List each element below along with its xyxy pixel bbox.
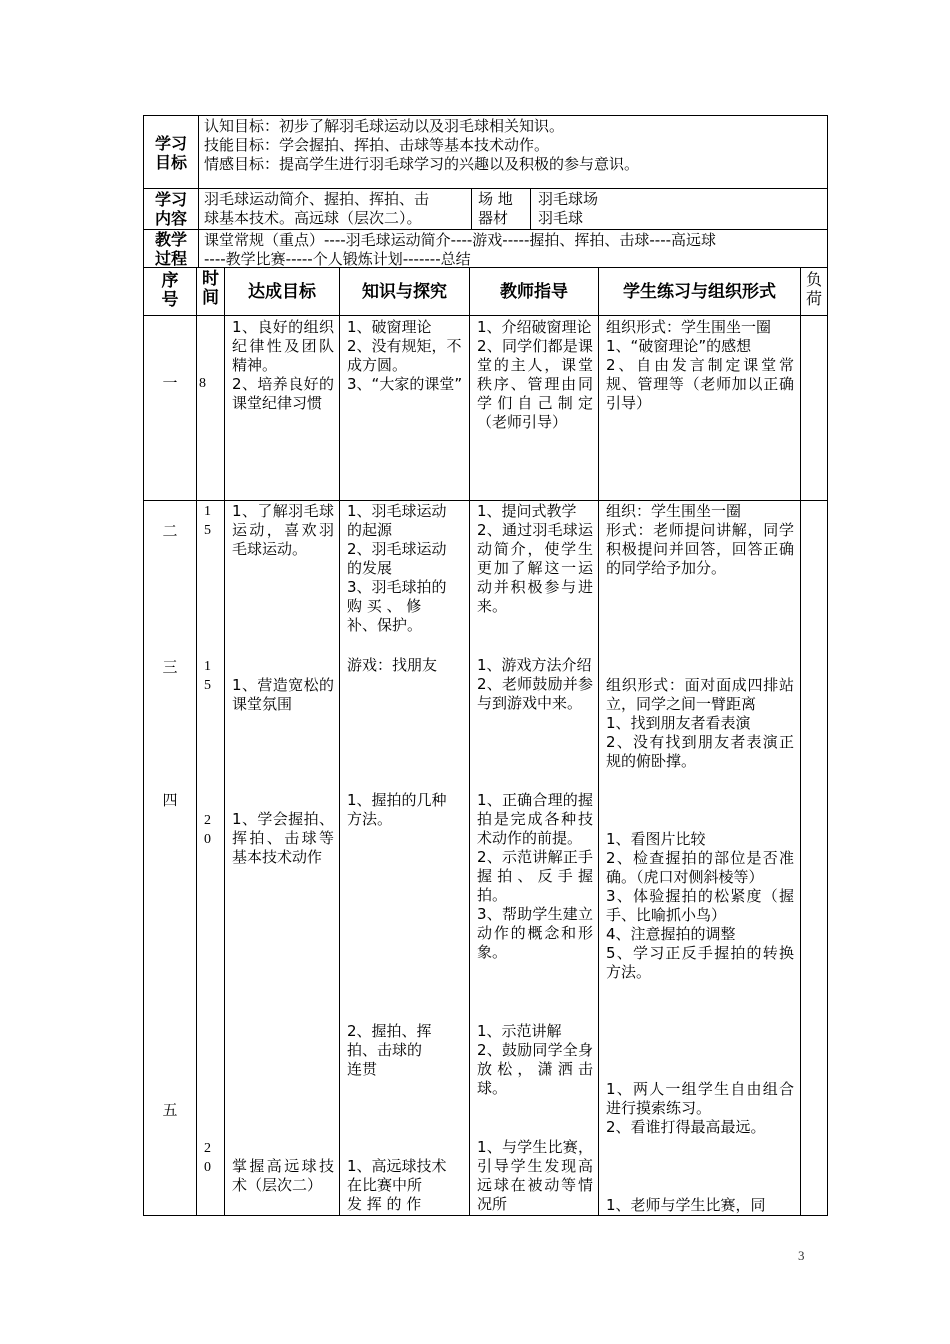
row4-time: 2 0 xyxy=(204,813,211,847)
page-number: 3 xyxy=(798,1248,805,1263)
table-border-top xyxy=(143,115,828,116)
col-divider xyxy=(469,267,470,1216)
row4-teacher: 1、正确合理的握拍是完成各种技术动作的前提。 2、示范讲解正手握拍、反手握拍。 3、帮助学生建立动作的概念和形象。 xyxy=(477,791,593,961)
row1-knowledge: 1、破窗理论 2、没有规矩，不成方圆。 3、“大家的课堂” xyxy=(347,318,463,393)
col-divider xyxy=(471,188,472,230)
row3-goal: 1、营造宽松的课堂氛围 xyxy=(232,676,334,713)
col-header-student: 学生练习与组织形式 xyxy=(623,282,776,302)
row2-teacher: 1、提问式教学 2、通过羽毛球运动简介，使学生更加了解这一运动并积极参与进来。 xyxy=(477,502,593,615)
row1-seq: 一 xyxy=(162,374,178,392)
col-divider xyxy=(224,267,225,1216)
row5-goal: 掌握高远球技术（层次二） xyxy=(232,1157,334,1194)
row1-student: 组织形式：学生围坐一圈 1、“破窗理论”的感想 2、自由发言制定课堂常规、管理等（老师加以正确引导） xyxy=(606,318,794,412)
row2-time: 1 5 xyxy=(204,504,211,538)
row5-knowledge-a: 2、握拍、挥 拍、击球的 连贯 xyxy=(347,1022,432,1078)
col-divider xyxy=(800,267,801,1216)
row3-teacher: 1、游戏方法介绍 2、老师鼓励并参与到游戏中来。 xyxy=(477,656,593,712)
row2-knowledge-3: 3、羽毛球拍的 购 买 、 修 补、保护。 xyxy=(347,578,447,634)
row-divider xyxy=(143,500,828,501)
col-divider xyxy=(339,267,340,1216)
row3-student: 组织形式：面对面成四排站立，同学之间一臂距离 1、找到朋友者看表演 2、没有找到朋友者表演正规的俯卧撑。 xyxy=(606,676,794,770)
row2-student: 组织：学生围坐一圈 形式：老师提问讲解，同学积极提问并回答，回答正确的同学给予加分。 xyxy=(606,502,794,577)
table-border-left xyxy=(143,115,144,1216)
row2-seq: 二 xyxy=(162,522,178,540)
col-divider xyxy=(198,115,199,268)
goals-text: 认知目标：初步了解羽毛球运动以及羽毛球相关知识。 技能目标：学会握拍、挥拍、击球等基本技术动作。 情感目标：提高学生进行羽毛球学习的兴趣以及积极的参与意识。 xyxy=(204,117,640,173)
col-header-knowledge: 知识与探究 xyxy=(362,282,447,302)
row-divider xyxy=(143,229,828,230)
table-border-right xyxy=(827,115,828,1216)
row5-knowledge-b: 1、高远球技术 在比赛中所 发 挥 的 作 xyxy=(347,1157,447,1213)
venue-label: 场 地 器材 xyxy=(478,190,513,227)
row1-time: 8 xyxy=(199,376,206,391)
row3-time: 1 5 xyxy=(204,659,211,693)
table-border-bottom xyxy=(143,1215,828,1216)
row3-knowledge: 游戏：找朋友 xyxy=(347,656,438,674)
row-divider xyxy=(143,315,828,316)
row5-teacher-b: 1、与学生比赛，引导学生发现高远球在被动等情况所 xyxy=(477,1138,593,1213)
process-label: 教学 过程 xyxy=(154,230,187,268)
row1-teacher: 1、介绍破窗理论 2、同学们都是课堂的主人，课堂秩序、管理由同学们自己制定（老师引导） xyxy=(477,318,593,431)
col-header-teacher: 教师指导 xyxy=(500,282,568,302)
process-text: 课堂常规（重点）----羽毛球运动简介----游戏-----握拍、挥拍、击球----高远球 ----教学比赛-----个人锻炼计划-------总结 xyxy=(204,231,717,268)
row2-knowledge-1: 1、羽毛球运动 的起源 xyxy=(347,502,447,539)
col-header-load: 负 荷 xyxy=(805,270,822,308)
col-divider xyxy=(530,188,531,230)
row4-student: 1、看图片比较 2、检查握拍的部位是否准确。（虎口对侧斜棱等） 3、体验握拍的松紧度（握手、比喻抓小鸟） 4、注意握拍的调整 5、学习正反手握拍的转换方法。 xyxy=(606,830,794,981)
col-divider xyxy=(196,267,197,1216)
row1-goal: 1、良好的组织纪律性及团队精神。 2、培养良好的课堂纪律习惯 xyxy=(232,318,334,412)
row4-seq: 四 xyxy=(162,791,178,809)
venue-text: 羽毛球场 羽毛球 xyxy=(538,190,599,227)
row5-student-b: 1、老师与学生比赛，同 xyxy=(606,1196,766,1214)
row5-student-a: 1、两人一组学生自由组合进行摸索练习。 2、看谁打得最高最远。 xyxy=(606,1080,794,1136)
content-text: 羽毛球运动简介、握拍、挥拍、击 球基本技术。高远球（层次二）。 xyxy=(204,190,430,227)
row5-time: 2 0 xyxy=(204,1141,211,1175)
col-header-goal: 达成目标 xyxy=(248,282,316,302)
row4-knowledge: 1、握拍的几种 方法。 xyxy=(347,791,447,828)
row5-seq: 五 xyxy=(162,1101,178,1119)
col-header-time: 时 间 xyxy=(202,269,219,308)
goals-label: 学习 目标 xyxy=(154,134,187,172)
col-divider xyxy=(598,267,599,1216)
row-divider xyxy=(143,188,828,189)
content-label: 学习 内容 xyxy=(154,190,187,228)
row3-seq: 三 xyxy=(162,658,178,676)
row4-goal: 1、学会握拍、挥拍、击球等基本技术动作 xyxy=(232,810,334,866)
row2-knowledge-2: 2、羽毛球运动 的发展 xyxy=(347,540,447,577)
col-header-seq: 序 号 xyxy=(161,271,179,310)
row5-teacher-a: 1、示范讲解 2、鼓励同学全身放松，潇洒击球。 xyxy=(477,1022,593,1097)
row2-goal: 1、了解羽毛球运动，喜欢羽毛球运动。 xyxy=(232,502,334,558)
